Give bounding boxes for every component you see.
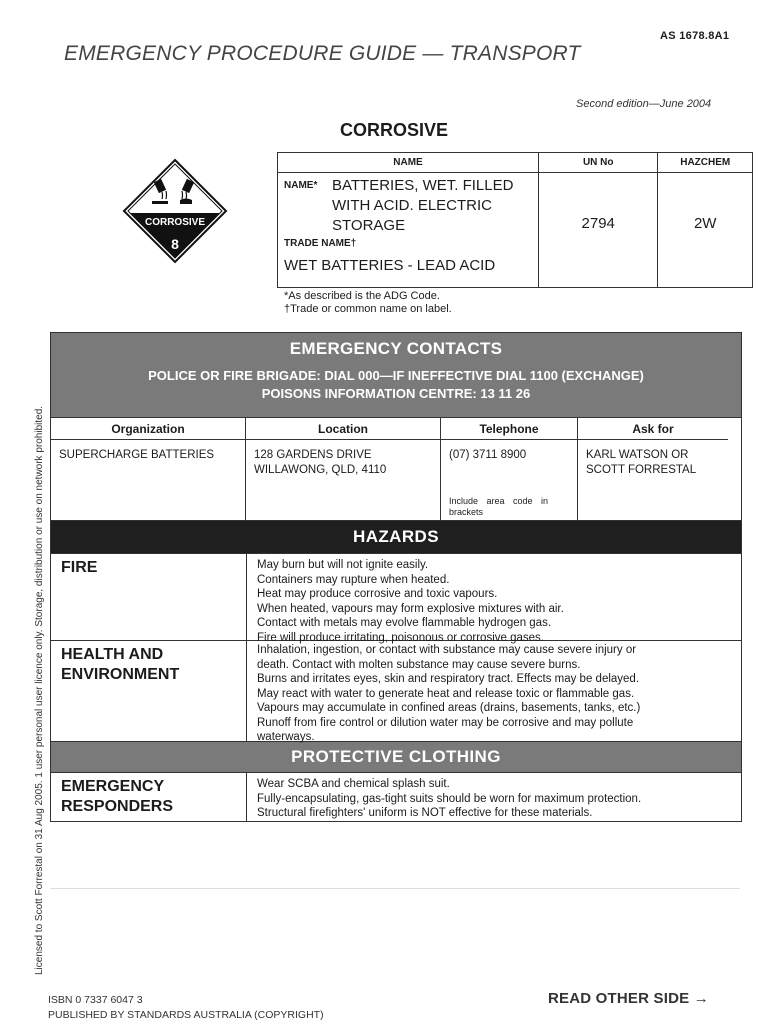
- proper-shipping-name-line: STORAGE: [332, 217, 406, 234]
- ask-for-line: SCOTT FORRESTAL: [586, 464, 697, 476]
- organization-header: Organization: [51, 418, 246, 440]
- ask-for-line: KARL WATSON OR: [586, 449, 689, 461]
- location-header: Location: [246, 418, 441, 440]
- responders-label-line: EMERGENCY: [61, 778, 165, 795]
- emergency-contacts-header: [51, 333, 741, 418]
- health-environment-section: [51, 641, 741, 742]
- health-label-line: HEALTH AND: [61, 646, 164, 663]
- location-line: WILLAWONG, QLD, 4110: [254, 464, 387, 476]
- label-class-text: CORROSIVE: [144, 217, 206, 228]
- emergency-guide-panel: [50, 332, 742, 822]
- telephone-value: [441, 440, 578, 520]
- classification-heading: CORROSIVE: [340, 120, 449, 140]
- proper-shipping-name-line: WITH ACID. ELECTRIC: [332, 197, 493, 214]
- telephone-header: Telephone: [441, 418, 578, 440]
- name-column-header: NAME: [278, 153, 539, 173]
- emergency-responders-label: [51, 773, 247, 821]
- hazchem-column-header: HAZCHEM: [658, 153, 753, 173]
- health-environment-text: [247, 641, 741, 741]
- fire-line: Contact with metals may evolve flammable hydrogen gas.: [257, 617, 552, 629]
- fire-line: Fire will produce irritating, poisonous or corrosive gases.: [257, 631, 544, 644]
- telephone-note-line: brackets: [449, 507, 484, 517]
- location-value: [246, 440, 441, 520]
- fire-line: May burn but will not ignite easily.: [257, 559, 429, 571]
- divider: [50, 888, 740, 889]
- isbn-text: ISBN 0 7337 6047 3: [48, 994, 143, 1006]
- page-title: EMERGENCY PROCEDURE GUIDE — TRANSPORT: [64, 42, 581, 65]
- fire-line: When heated, vapours may form explosive mixtures with air.: [257, 602, 564, 615]
- fire-text: [247, 554, 741, 644]
- footnotes: [284, 290, 452, 316]
- protective-line: Fully-encapsulating, gas-tight suits should be worn for maximum protection.: [257, 792, 642, 805]
- fire-label: FIRE: [51, 554, 247, 640]
- footnote: *As described is the ADG Code.: [284, 290, 440, 302]
- location-line: 128 GARDENS DRIVE: [254, 449, 372, 461]
- health-line: Burns and irritates eyes, skin and respiratory tract. Effects may be delayed.: [257, 673, 640, 685]
- read-other-side-text: READ OTHER SIDE →: [548, 990, 709, 1007]
- protective-clothing-header: PROTECTIVE CLOTHING: [51, 742, 741, 773]
- trade-name-value: WET BATTERIES - LEAD ACID: [284, 257, 496, 274]
- health-line: Inhalation, ingestion, or contact with substance may cause severe injury or: [257, 644, 637, 656]
- fire-line: Heat may produce corrosive and toxic vapours.: [257, 588, 498, 600]
- un-number-value: 2794: [539, 173, 658, 288]
- telephone-note-line: Include area code in: [449, 496, 549, 506]
- health-line: death. Contact with molten substance may cause severe burns.: [257, 658, 581, 671]
- contacts-header-row: [51, 418, 741, 440]
- organization-value: SUPERCHARGE BATTERIES: [51, 440, 246, 520]
- protective-line: Wear SCBA and chemical splash suit.: [257, 778, 450, 790]
- class-8-diamond-label: [122, 158, 228, 264]
- name-label: NAME*: [284, 180, 318, 191]
- ask-for-value: [578, 440, 728, 520]
- hazards-header: HAZARDS: [51, 520, 741, 554]
- publisher-text: PUBLISHED BY STANDARDS AUSTRALIA (COPYRIGHT): [48, 1009, 324, 1021]
- responders-label-line: RESPONDERS: [61, 798, 174, 815]
- standard-number: AS 1678.8A1: [660, 30, 730, 42]
- fire-line: Containers may rupture when heated.: [257, 573, 450, 586]
- publication-info: [48, 993, 324, 1023]
- fire-section: [51, 554, 741, 644]
- telephone-number: (07) 3711 8900: [449, 449, 527, 461]
- hazchem-value: 2W: [658, 173, 753, 288]
- health-label-line: ENVIRONMENT: [61, 666, 180, 683]
- footnote: †Trade or common name on label.: [284, 303, 452, 315]
- health-line: May react with water to generate heat and release toxic or flammable gas.: [257, 687, 635, 700]
- protective-line: Structural firefighters' uniform is NOT effective for these materials.: [257, 807, 593, 819]
- health-environment-label: [51, 641, 247, 741]
- contacts-row: [51, 440, 741, 520]
- police-fire-line: POLICE OR FIRE BRIGADE: DIAL 000—IF INEFFECTIVE DIAL 1100 (EXCHANGE): [148, 368, 644, 383]
- health-line: Runoff from fire control or dilution water may be corrosive and may pollute: [257, 716, 634, 729]
- telephone-note: [449, 496, 548, 518]
- label-class-number: 8: [171, 236, 179, 252]
- ask-for-header: Ask for: [578, 418, 728, 440]
- un-number-column-header: UN No: [539, 153, 658, 173]
- emergency-responders-text: [247, 773, 741, 821]
- name-cell: [278, 173, 539, 288]
- poisons-centre-line: POISONS INFORMATION CENTRE: 13 11 26: [261, 386, 531, 401]
- health-line: Vapours may accumulate in confined areas (drains, basements, tanks, etc.): [257, 702, 641, 714]
- proper-shipping-name-line: BATTERIES, WET. FILLED: [332, 177, 514, 194]
- emergency-contacts-title: EMERGENCY CONTACTS: [289, 339, 503, 358]
- emergency-responders-section: [51, 773, 741, 821]
- health-line: waterways.: [257, 731, 315, 743]
- trade-name-label: TRADE NAME†: [284, 238, 357, 249]
- licence-side-note: Licensed to Scott Forrestal on 31 Aug 2005. 1 user personal user licence only. Storage, distribution or use on network prohibited.: [34, 405, 45, 975]
- identification-table: [277, 152, 753, 288]
- edition-text: Second edition—June 2004: [576, 98, 712, 110]
